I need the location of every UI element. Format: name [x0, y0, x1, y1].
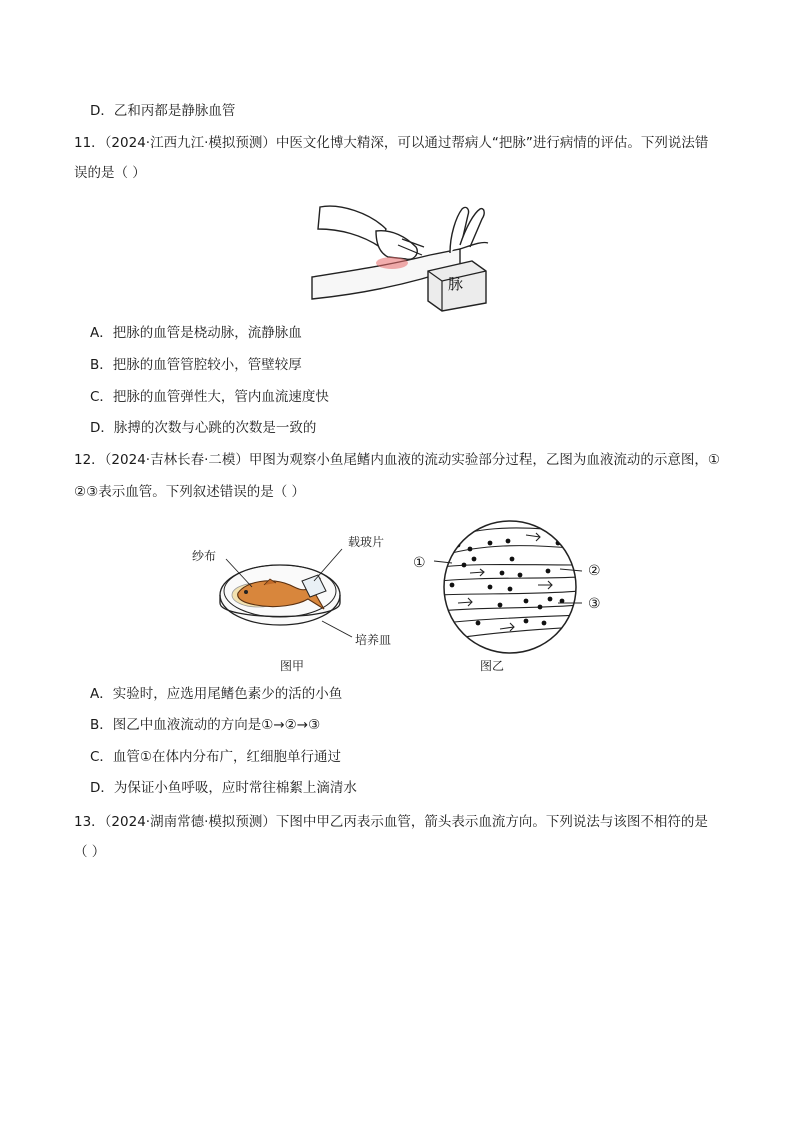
q11-option-a: A．把脉的血管是桡动脉，流静脉血 [90, 325, 302, 341]
q13-stem-line2: （ ） [74, 844, 106, 860]
caption-figure-jia: 图甲 [280, 659, 305, 673]
q12-stem-line2: ②③表示血管。下列叙述错误的是（ ） [74, 484, 305, 500]
q10-option-d: D．乙和丙都是静脉血管 [90, 103, 236, 119]
q12-stem-line1: 12．（2024·吉林长春·二模）甲图为观察小鱼尾鳍内血液的流动实验部分过程，乙图为血液流动的示意图，① [74, 452, 720, 468]
label-gauze: 纱布 [192, 549, 217, 563]
q12-option-c: C．血管①在体内分布广，红细胞单行通过 [90, 749, 342, 765]
caption-figure-yi: 图乙 [480, 659, 505, 673]
q11-option-c: C．把脉的血管弹性大，管内血流速度快 [90, 389, 329, 405]
q11-option-d: D．脉搏的次数与心跳的次数是一致的 [90, 420, 317, 436]
q11-stem-line2: 误的是（ ） [74, 165, 146, 181]
pulse-block-label: 脉 [448, 275, 464, 293]
label-vessel-3: ③ [588, 596, 601, 612]
pulse-figure [310, 195, 490, 313]
label-vessel-1: ① [413, 555, 426, 571]
q13-stem-line1: 13．（2024·湖南常德·模拟预测）下图中甲乙丙表示血管，箭头表示血流方向。下列说法与该图不相符的是 [74, 814, 708, 830]
label-slide: 载玻片 [348, 535, 385, 549]
q11-option-b: B．把脉的血管管腔较小，管壁较厚 [90, 357, 302, 373]
q12-option-a: A．实验时，应选用尾鳍色素少的活的小鱼 [90, 686, 343, 702]
q12-option-b: B．图乙中血液流动的方向是①→②→③ [90, 717, 321, 733]
q11-stem-line1: 11．（2024·江西九江·模拟预测）中医文化博大精深，可以通过帮病人“把脉”进行病情的评估。下列说法错 [74, 135, 709, 151]
label-dish: 培养皿 [355, 633, 392, 647]
q12-option-d: D．为保证小鱼呼吸，应时常往棉絮上滴清水 [90, 780, 357, 796]
label-vessel-2: ② [588, 563, 601, 579]
figure-yi-blood-flow [430, 515, 590, 660]
